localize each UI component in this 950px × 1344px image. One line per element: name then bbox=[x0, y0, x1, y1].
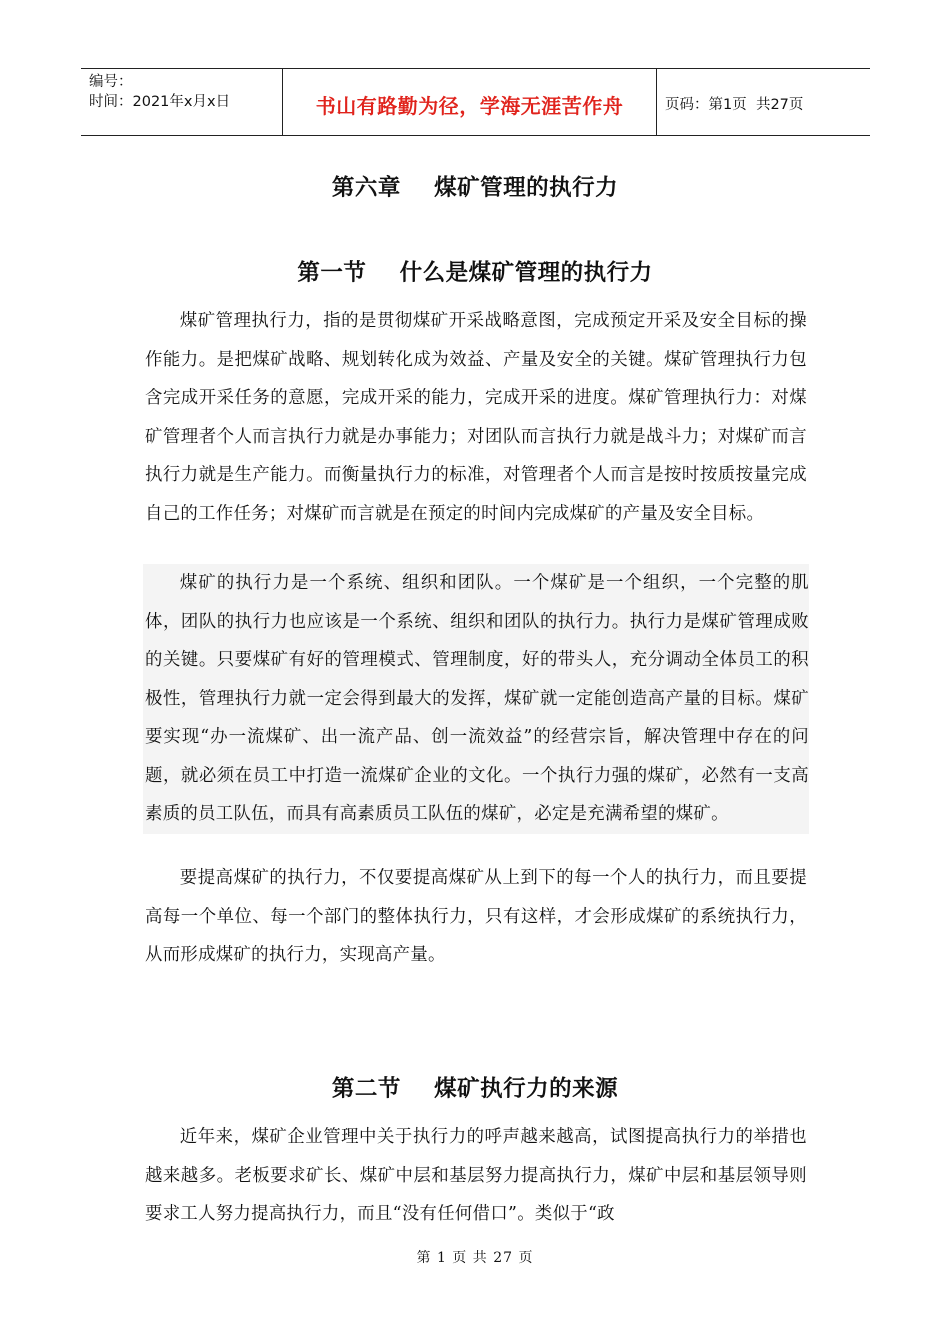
paragraph: 要提高煤矿的执行力，不仅要提高煤矿从上到下的每一个人的执行力，而且要提高每一个单位、每一个部门的整体执行力，只有这样，才会形成煤矿的系统执行力，从而形成煤矿的执行力，实现高产量。 bbox=[145, 868, 807, 965]
section-title-1: 第一节 什么是煤矿管理的执行力 bbox=[297, 260, 653, 286]
header-meta-cell bbox=[81, 69, 282, 135]
header-motto: 书山有路勤为径，学海无涯苦作舟 bbox=[315, 93, 624, 118]
document-time-label: 时间：2021年x月x日 bbox=[89, 94, 231, 110]
footer-page-number: 第 1 页 共 27 页 bbox=[416, 1250, 534, 1266]
paragraph-highlighted: 煤矿的执行力是一个系统、组织和团队。一个煤矿是一个组织，一个完整的肌体，团队的执行力也应该是一个系统、组织和团队的执行力。执行力是煤矿管理成败的关键。只要煤矿有好的管理模式、管理制度，好的带头人，充分调动全体员工的积极性，管理执行力就一定会得到最大的发挥，煤矿就一定能创造高产量的目标。煤矿要实现“办一流煤矿、出一流产品、创一流效益”的经营宗旨，解决管理中存在的问题，就必须在员工中打造一流煤矿企业的文化。一个执行力强的煤矿，必然有一支高素质的员工队伍，而具有高素质员工队伍的煤矿，必定是充满希望的煤矿。 bbox=[143, 564, 809, 834]
header-page-label: 页码：第1页 共27页 bbox=[665, 96, 804, 113]
header-table bbox=[81, 68, 870, 136]
header-page-cell bbox=[657, 69, 870, 135]
paragraph: 近年来，煤矿企业管理中关于执行力的呼声越来越高，试图提高执行力的举措也越来越多。老板要求矿长、煤矿中层和基层努力提高执行力，煤矿中层和基层领导则要求工人努力提高执行力，而且“没有任何借口”。类似于“政 bbox=[145, 1127, 807, 1224]
chapter-title: 第六章 煤矿管理的执行力 bbox=[331, 175, 619, 201]
header-motto-cell bbox=[282, 69, 657, 135]
paragraph: 煤矿管理执行力，指的是贯彻煤矿开采战略意图，完成预定开采及安全目标的操作能力。是把煤矿战略、规划转化成为效益、产量及安全的关键。煤矿管理执行力包含完成开采任务的意愿，完成开采的能力，完成开采的进度。煤矿管理执行力：对煤矿管理者个人而言执行力就是办事能力；对团队而言执行力就是战斗力；对煤矿而言执行力就是生产能力。而衡量执行力的标准，对管理者个人而言是按时按质按量完成自己的工作任务；对煤矿而言就是在预定的时间内完成煤矿的产量及安全目标。 bbox=[145, 311, 807, 524]
section-title-2: 第二节 煤矿执行力的来源 bbox=[331, 1076, 619, 1102]
document-number-label: 编号： bbox=[89, 74, 133, 90]
page-footer bbox=[0, 1247, 950, 1267]
